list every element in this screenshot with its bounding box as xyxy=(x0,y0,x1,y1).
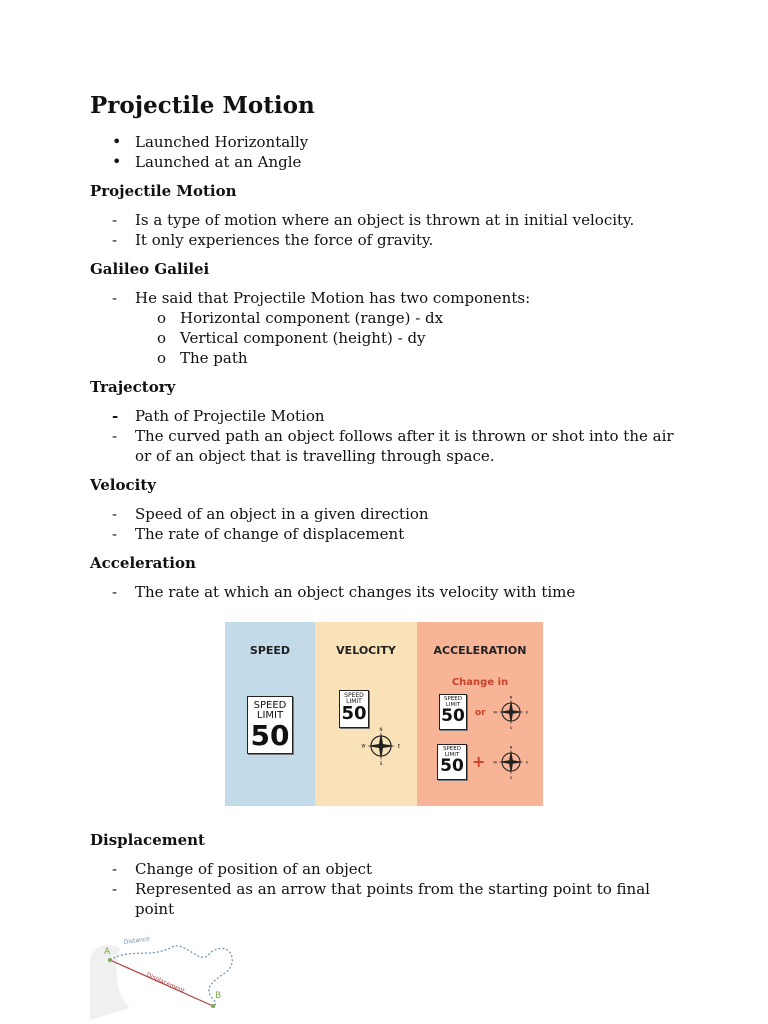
section-velocity xyxy=(90,475,690,544)
speed-limit-sign-icon: SPEED LIMIT 50 xyxy=(339,690,369,728)
svg-text:S: S xyxy=(509,776,513,781)
velocity-panel xyxy=(315,622,417,806)
bullet-marker: • xyxy=(112,132,122,151)
point-a-marker xyxy=(108,958,112,962)
list-item: - Change of position of an object xyxy=(112,860,373,878)
section-projectile-motion xyxy=(90,181,690,250)
plus-sign: + xyxy=(472,752,486,771)
section-displacement xyxy=(90,830,690,919)
list-item: - The rate at which an object changes its velocity with time xyxy=(112,583,576,601)
dash-list xyxy=(90,582,690,602)
svg-text:E: E xyxy=(526,710,529,715)
list-item-continuation: point xyxy=(135,900,175,918)
velocity-panel-title: VELOCITY xyxy=(336,644,396,657)
svg-text:W: W xyxy=(361,743,366,749)
point-a-label: A xyxy=(104,947,111,957)
change-in-label: Change in xyxy=(451,677,509,688)
section-heading: Velocity xyxy=(90,476,156,494)
svg-text:S: S xyxy=(509,726,513,731)
sub-list-item: o Horizontal component (range) - dx xyxy=(157,309,444,327)
list-item: - It only experiences the force of gravity. xyxy=(112,231,434,249)
distance-displacement-figure xyxy=(90,928,240,1020)
section-galileo-galilei xyxy=(90,259,690,368)
sub-list-item: o Vertical component (height) - dy xyxy=(157,329,426,347)
list-item: - Is a type of motion where an object is thrown at in initial velocity. xyxy=(112,211,635,229)
point-b-marker xyxy=(211,1004,215,1008)
dash-list xyxy=(90,406,690,466)
bullet-marker: • xyxy=(112,152,122,171)
section-heading: Projectile Motion xyxy=(90,182,237,200)
list-item: - He said that Projectile Motion has two components: xyxy=(112,289,531,307)
speed-velocity-acceleration-figure xyxy=(225,622,543,806)
list-item: - Speed of an object in a given direction xyxy=(112,505,429,523)
section-heading: Acceleration xyxy=(90,554,196,572)
svg-text:N: N xyxy=(509,695,513,700)
sub-list xyxy=(135,308,690,368)
compass-icon xyxy=(493,692,529,732)
speed-limit-sign-icon: SPEED LIMIT 50 xyxy=(247,696,293,754)
speed-limit-sign-icon: SPEED LIMIT 50 xyxy=(437,744,467,780)
distance-label: Distance xyxy=(123,935,151,946)
list-item: - The curved path an object follows after it is thrown or shot into the air xyxy=(112,427,674,445)
svg-text:W: W xyxy=(493,760,498,765)
list-item: - Path of Projectile Motion xyxy=(112,407,325,425)
intro-bullet-list xyxy=(90,132,690,172)
svg-text:E: E xyxy=(526,760,529,765)
displacement-label: Displacement xyxy=(145,971,186,995)
acceleration-panel-title: ACCELERATION xyxy=(433,644,527,657)
svg-text:W: W xyxy=(493,710,498,715)
speed-panel-title: SPEED xyxy=(249,644,291,657)
list-item: • Launched Horizontally xyxy=(112,132,309,151)
section-heading: Galileo Galilei xyxy=(90,260,210,278)
speed-panel xyxy=(225,622,315,806)
section-trajectory xyxy=(90,377,690,466)
svg-text:E: E xyxy=(397,743,401,749)
svg-text:N: N xyxy=(379,727,383,732)
compass-icon xyxy=(493,742,529,782)
dash-list xyxy=(90,504,690,544)
point-b-label: B xyxy=(215,991,222,1001)
acceleration-panel xyxy=(417,622,543,806)
svg-text:N: N xyxy=(509,745,513,750)
compass-icon xyxy=(361,726,401,766)
section-acceleration xyxy=(90,553,690,602)
svg-text:S: S xyxy=(379,761,383,766)
section-heading: Trajectory xyxy=(90,378,176,396)
section-heading: Displacement xyxy=(90,831,205,849)
dash-list xyxy=(90,210,690,250)
list-item: - The rate of change of displacement xyxy=(112,525,405,543)
page-title: Projectile Motion xyxy=(90,92,315,119)
speed-limit-sign-icon: SPEED LIMIT 50 xyxy=(439,694,467,730)
list-item: - Represented as an arrow that points from the starting point to final xyxy=(112,880,650,898)
dash-list xyxy=(90,859,690,919)
dash-list xyxy=(90,288,690,308)
or-label: or xyxy=(475,708,486,718)
distance-path xyxy=(110,946,232,1006)
list-item: • Launched at an Angle xyxy=(112,152,302,171)
sub-list-item: o The path xyxy=(157,349,248,367)
list-item-continuation: or of an object that is travelling through space. xyxy=(135,447,495,465)
